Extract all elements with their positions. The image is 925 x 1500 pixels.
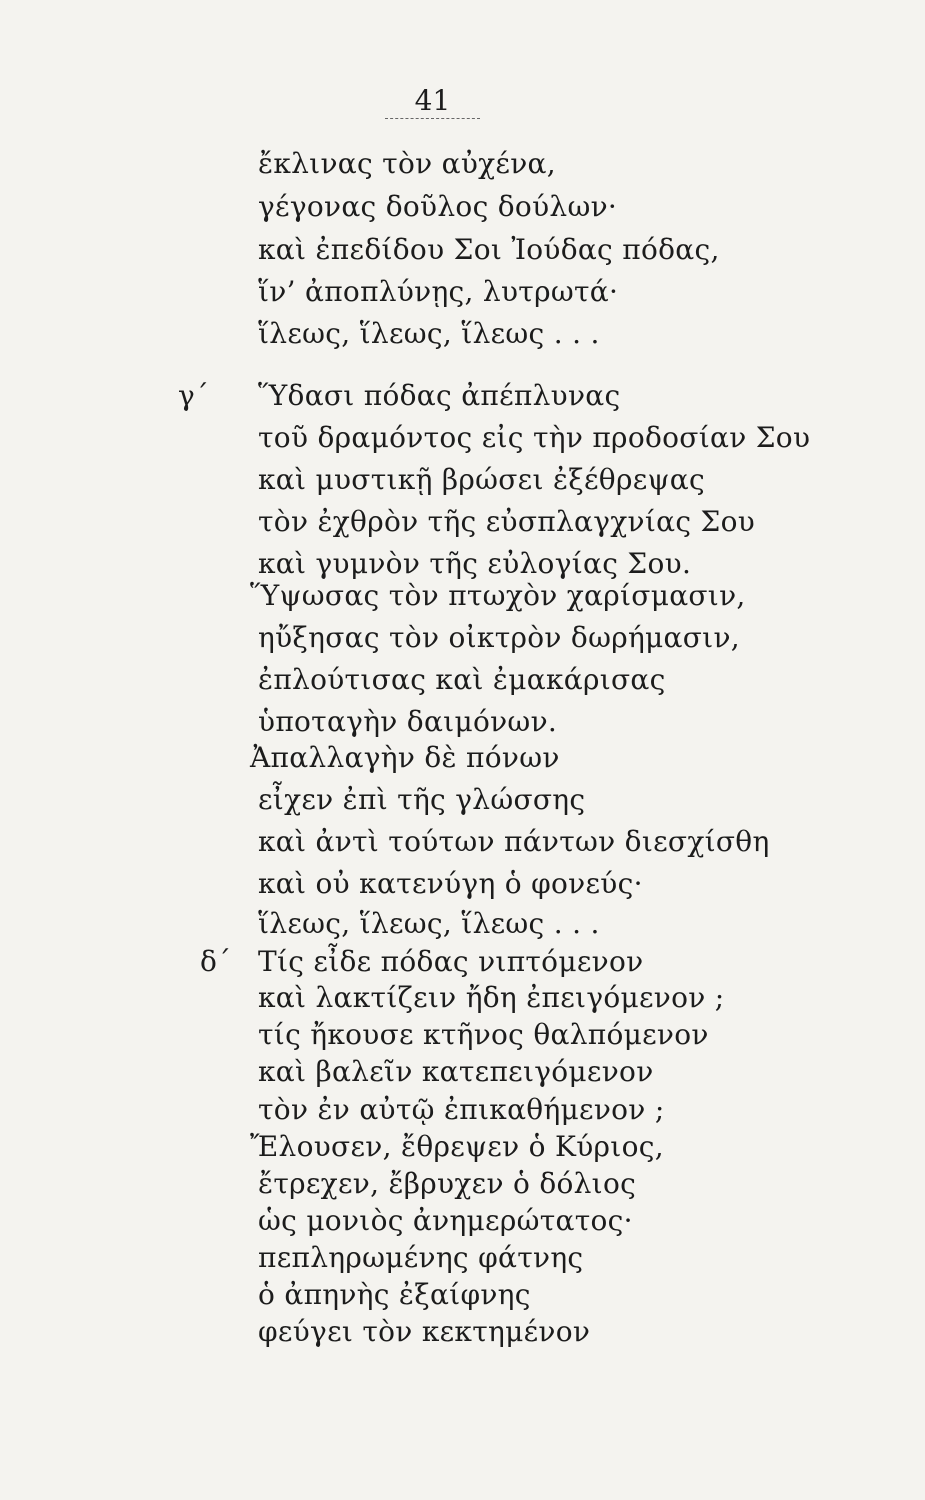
verse-line: φεύγει τὸν κεκτημένον (258, 1315, 591, 1348)
stanza-marker: γ΄ (178, 379, 209, 412)
verse-line: Τίς εἶδε πόδας νιπτόμενον (258, 945, 644, 978)
verse-line: ὡς μονιὸς ἀνημερώτατος· (258, 1204, 633, 1237)
verse-line: καὶ λακτίζειν ἤδη ἐπειγόμενον ; (258, 981, 725, 1014)
verse-line: καὶ ἀντὶ τούτων πάντων διεσχίσθη (258, 825, 770, 858)
verse-line: ἔτρεχεν, ἔβρυχεν ὁ δόλιος (258, 1167, 637, 1200)
verse-line: ὑποταγὴν δαιμόνων. (258, 705, 558, 738)
page-number: 41 (414, 84, 451, 117)
verse-line: ἔκλινας τὸν αὐχένα, (258, 147, 556, 180)
verse-line: εἶχεν ἐπὶ τῆς γλώσσης (258, 783, 586, 816)
verse-line: ἐπλούτισας καὶ ἐμακάρισας (258, 663, 666, 696)
verse-line: Ἀπαλλαγὴν δὲ πόνων (250, 741, 560, 774)
verse-line: τὸν ἐν αὐτῷ ἐπικαθήμενον ; (258, 1093, 665, 1126)
verse-line: ἵλεως, ἵλεως, ἵλεως . . . (258, 907, 600, 940)
verse-line: γέγονας δοῦλος δούλων· (258, 190, 618, 223)
verse-line: ἵλεως, ἵλεως, ἵλεως . . . (258, 317, 600, 350)
stanza-marker: δ΄ (200, 945, 231, 978)
verse-line: καὶ μυστικῇ βρώσει ἐξέθρεψας (258, 463, 705, 496)
verse-line: Ἔλουσεν, ἔθρεψεν ὁ Κύριος, (250, 1130, 664, 1163)
header-rule (385, 118, 480, 119)
verse-line: τίς ἤκουσε κτῆνος θαλπόμενον (258, 1018, 709, 1051)
verse-line: τοῦ δραμόντος εἰς τὴν προδοσίαν Σου (258, 421, 811, 454)
verse-line: Ὕψωσας τὸν πτωχὸν χαρίσμασιν, (250, 579, 746, 612)
verse-line: καὶ γυμνὸν τῆς εὐλογίας Σου. (258, 547, 692, 580)
verse-line: πεπληρωμένης φάτνης (258, 1241, 584, 1274)
verse-line: καὶ ἐπεδίδου Σοι Ἰούδας πόδας, (258, 233, 720, 266)
verse-line: ηὔξησας τὸν οἰκτρὸν δωρήμασιν, (258, 621, 740, 654)
verse-line: τὸν ἐχθρὸν τῆς εὐσπλαγχνίας Σου (258, 505, 756, 538)
verse-line: ἵν’ ἀποπλύνῃς, λυτρωτά· (258, 275, 619, 308)
verse-line: καὶ βαλεῖν κατεπειγόμενον (258, 1055, 654, 1088)
verse-line: ὁ ἀπηνὴς ἐξαίφνης (258, 1278, 531, 1311)
verse-line: Ὕδασι πόδας ἀπέπλυνας (258, 379, 621, 412)
verse-line: καὶ οὐ κατενύγη ὁ φονεύς· (258, 867, 643, 900)
